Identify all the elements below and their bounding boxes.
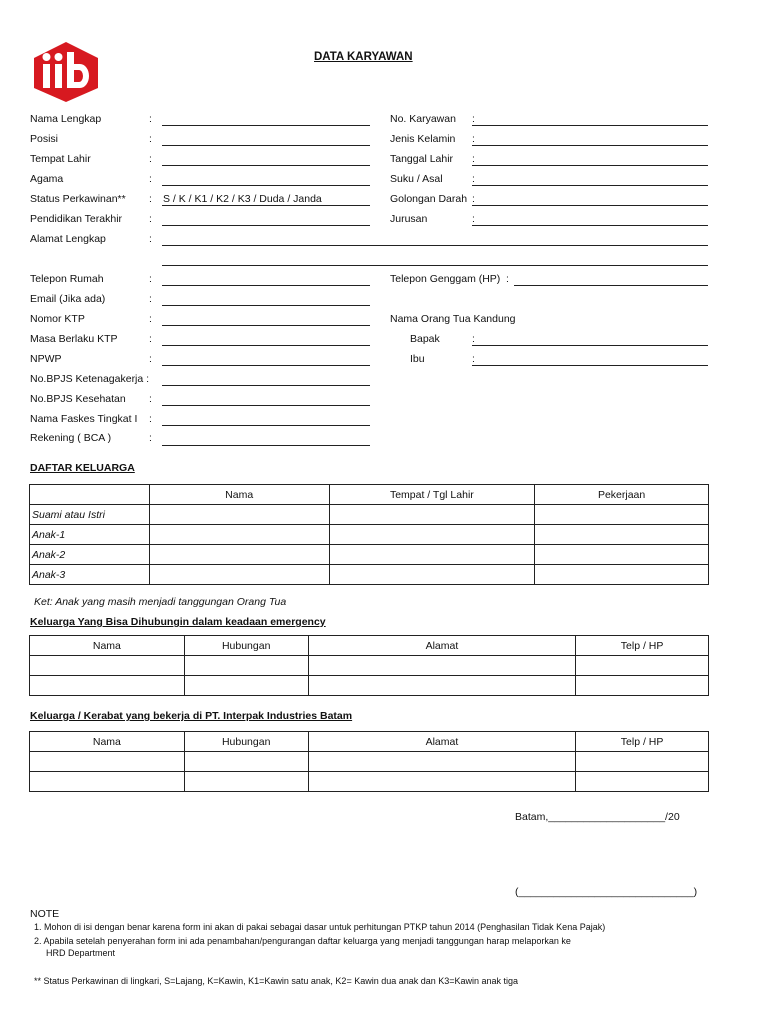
colon: : <box>149 233 152 245</box>
bpjs-ketenagakerja-field[interactable] <box>162 385 370 386</box>
status-perkawinan-line <box>162 205 370 206</box>
table-cell[interactable] <box>30 772 185 792</box>
emergency-heading: Keluarga Yang Bisa Dihubungin dalam keadaan emergency <box>30 616 326 628</box>
email-field[interactable] <box>162 305 370 306</box>
colon: : <box>149 173 152 185</box>
label-telepon-rumah: Telepon Rumah <box>30 273 104 285</box>
nama-faskes-field[interactable] <box>162 425 370 426</box>
table-cell[interactable] <box>30 676 185 696</box>
rekening-field[interactable] <box>162 445 370 446</box>
npwp-field[interactable] <box>162 365 370 366</box>
row-label: Anak-1 <box>30 525 150 545</box>
table-cell[interactable] <box>535 505 709 525</box>
place-date[interactable]: Batam,____________________/20 <box>515 811 680 823</box>
colon: : <box>149 213 152 225</box>
label-bpjs-kesehatan: No.BPJS Kesehatan <box>30 393 126 405</box>
colon: : <box>472 133 475 145</box>
table-cell[interactable] <box>535 525 709 545</box>
telepon-rumah-field[interactable] <box>162 285 370 286</box>
colon: : <box>472 153 475 165</box>
table-header-row <box>30 732 709 752</box>
table-cell[interactable] <box>308 656 576 676</box>
signature-name-line[interactable]: (______________________________) <box>515 886 698 898</box>
label-masa-berlaku-ktp: Masa Berlaku KTP <box>30 333 118 345</box>
bpjs-kesehatan-field[interactable] <box>162 405 370 406</box>
table-header-cell: Tempat / Tgl Lahir <box>329 485 535 505</box>
jurusan-field[interactable] <box>472 225 708 226</box>
label-no-karyawan: No. Karyawan <box>390 113 456 125</box>
table-header-cell: Telp / HP <box>576 636 709 656</box>
label-tanggal-lahir: Tanggal Lahir <box>390 153 454 165</box>
table-header-row <box>30 636 709 656</box>
table-cell[interactable] <box>184 752 308 772</box>
colon: : <box>149 333 152 345</box>
table-cell[interactable] <box>576 676 709 696</box>
colon: : <box>149 193 152 205</box>
table-cell[interactable] <box>329 545 535 565</box>
colon: : <box>149 432 152 444</box>
agama-field[interactable] <box>162 185 370 186</box>
table-cell[interactable] <box>329 525 535 545</box>
label-alamat-lengkap: Alamat Lengkap <box>30 233 106 245</box>
tanggal-lahir-field[interactable] <box>472 165 708 166</box>
jenis-kelamin-field[interactable] <box>472 145 708 146</box>
colon: : <box>149 413 152 425</box>
table-header-cell: Hubungan <box>184 732 308 752</box>
note-item-1: 1. Mohon di isi dengan benar karena form ini akan di pakai sebagai dasar untuk perhitungan PTKP tahun 2014 (Penghasilan Tidak Kena Pajak) <box>34 922 606 932</box>
note-item-2-cont: HRD Department <box>46 948 116 958</box>
table-header-cell: Alamat <box>308 636 576 656</box>
table-row <box>30 505 709 525</box>
ibu-field[interactable] <box>472 365 708 366</box>
label-golongan-darah: Golongan Darah <box>390 193 468 205</box>
label-rekening: Rekening ( BCA ) <box>30 432 112 444</box>
colon: : <box>472 213 475 225</box>
table-cell[interactable] <box>149 525 329 545</box>
table-header-cell: Pekerjaan <box>535 485 709 505</box>
table-cell[interactable] <box>184 772 308 792</box>
table-cell[interactable] <box>576 752 709 772</box>
label-tempat-lahir: Tempat Lahir <box>30 153 91 165</box>
table-row <box>30 772 709 792</box>
footnote: ** Status Perkawinan di lingkari, S=Lajang, K=Kawin, K1=Kawin satu anak, K2= Kawin dua anak dan K3=Kawin anak tiga <box>34 976 519 986</box>
relatives-heading: Keluarga / Kerabat yang bekerja di PT. Interpak Industries Batam <box>30 710 353 722</box>
posisi-field[interactable] <box>162 145 370 146</box>
relatives-table <box>29 731 709 792</box>
table-cell[interactable] <box>329 565 535 585</box>
row-label: Anak-3 <box>30 565 150 585</box>
table-row <box>30 545 709 565</box>
table-cell[interactable] <box>576 772 709 792</box>
label-agama: Agama <box>30 173 64 185</box>
colon: : <box>472 113 475 125</box>
colon: : <box>149 273 152 285</box>
masa-berlaku-ktp-field[interactable] <box>162 345 370 346</box>
table-row <box>30 656 709 676</box>
company-logo <box>30 40 102 104</box>
label-npwp: NPWP <box>30 353 62 365</box>
label-jurusan: Jurusan <box>390 213 428 225</box>
colon: : <box>149 133 152 145</box>
emergency-table <box>29 635 709 696</box>
note-item-2: 2. Apabila setelah penyerahan form ini ada penambahan/pengurangan daftar keluarga yang menjadi tanggungan harap melaporkan ke <box>34 936 571 946</box>
label-nama-faskes: Nama Faskes Tingkat I <box>30 413 138 425</box>
label-email: Email (Jika ada) <box>30 293 106 305</box>
tempat-lahir-field[interactable] <box>162 165 370 166</box>
alamat-lengkap-field-1[interactable] <box>162 245 708 246</box>
colon: : <box>472 333 475 345</box>
label-ibu: Ibu <box>410 353 425 365</box>
table-cell[interactable] <box>30 656 185 676</box>
status-perkawinan-options[interactable]: S / K / K1 / K2 / K3 / Duda / Janda <box>163 193 322 205</box>
page-title: DATA KARYAWAN <box>314 51 413 63</box>
label-status-perkawinan: Status Perkawinan** <box>30 193 126 205</box>
label-jenis-kelamin: Jenis Kelamin <box>390 133 456 145</box>
table-cell[interactable] <box>535 545 709 565</box>
label-telepon-genggam: Telepon Genggam (HP) <box>390 273 501 285</box>
colon: : <box>149 313 152 325</box>
label-nomor-ktp: Nomor KTP <box>30 313 85 325</box>
label-bapak: Bapak <box>410 333 440 345</box>
table-header-cell: Nama <box>30 636 185 656</box>
table-header-cell: Alamat <box>308 732 576 752</box>
table-header-cell <box>30 485 150 505</box>
row-label: Anak-2 <box>30 545 150 565</box>
colon: : <box>149 113 152 125</box>
table-cell[interactable] <box>308 772 576 792</box>
table-cell[interactable] <box>30 752 185 772</box>
colon: : <box>472 193 475 205</box>
bapak-field[interactable] <box>472 345 708 346</box>
colon: : <box>149 293 152 305</box>
nama-lengkap-field[interactable] <box>162 125 370 126</box>
colon: : <box>472 353 475 365</box>
note-heading: NOTE <box>30 908 60 920</box>
golongan-darah-field[interactable] <box>472 205 708 206</box>
table-row <box>30 752 709 772</box>
colon: : <box>506 273 509 285</box>
label-nama-lengkap: Nama Lengkap <box>30 113 102 125</box>
table-header-cell: Hubungan <box>184 636 308 656</box>
label-posisi: Posisi <box>30 133 59 145</box>
colon: : <box>472 173 475 185</box>
table-row <box>30 525 709 545</box>
nomor-ktp-field[interactable] <box>162 325 370 326</box>
colon: : <box>149 153 152 165</box>
table-cell[interactable] <box>308 752 576 772</box>
telepon-genggam-field[interactable] <box>514 285 708 286</box>
table-cell[interactable] <box>149 565 329 585</box>
label-pendidikan-terakhir: Pendidikan Terakhir <box>30 213 123 225</box>
family-note: Ket: Anak yang masih menjadi tanggungan Orang Tua <box>34 596 287 608</box>
label-suku-asal: Suku / Asal <box>390 173 443 185</box>
table-row <box>30 676 709 696</box>
table-cell[interactable] <box>329 505 535 525</box>
no-karyawan-field[interactable] <box>472 125 708 126</box>
table-cell[interactable] <box>149 505 329 525</box>
table-cell[interactable] <box>308 676 576 696</box>
family-table <box>29 484 709 585</box>
table-header-row <box>30 485 709 505</box>
label-nama-orang-tua: Nama Orang Tua Kandung <box>390 313 516 325</box>
label-bpjs-ketenagakerja: No.BPJS Ketenagakerja : <box>30 373 150 385</box>
table-header-cell: Nama <box>30 732 185 752</box>
family-heading: DAFTAR KELUARGA <box>30 462 135 474</box>
table-cell[interactable] <box>149 545 329 565</box>
alamat-lengkap-field-2[interactable] <box>162 265 708 266</box>
table-header-cell: Nama <box>149 485 329 505</box>
table-row <box>30 565 709 585</box>
suku-asal-field[interactable] <box>472 185 708 186</box>
row-label: Suami atau Istri <box>30 505 150 525</box>
pendidikan-terakhir-field[interactable] <box>162 225 370 226</box>
colon: : <box>149 393 152 405</box>
table-cell[interactable] <box>184 656 308 676</box>
colon: : <box>149 353 152 365</box>
table-cell[interactable] <box>184 676 308 696</box>
table-header-cell: Telp / HP <box>576 732 709 752</box>
table-cell[interactable] <box>535 565 709 585</box>
table-cell[interactable] <box>576 656 709 676</box>
